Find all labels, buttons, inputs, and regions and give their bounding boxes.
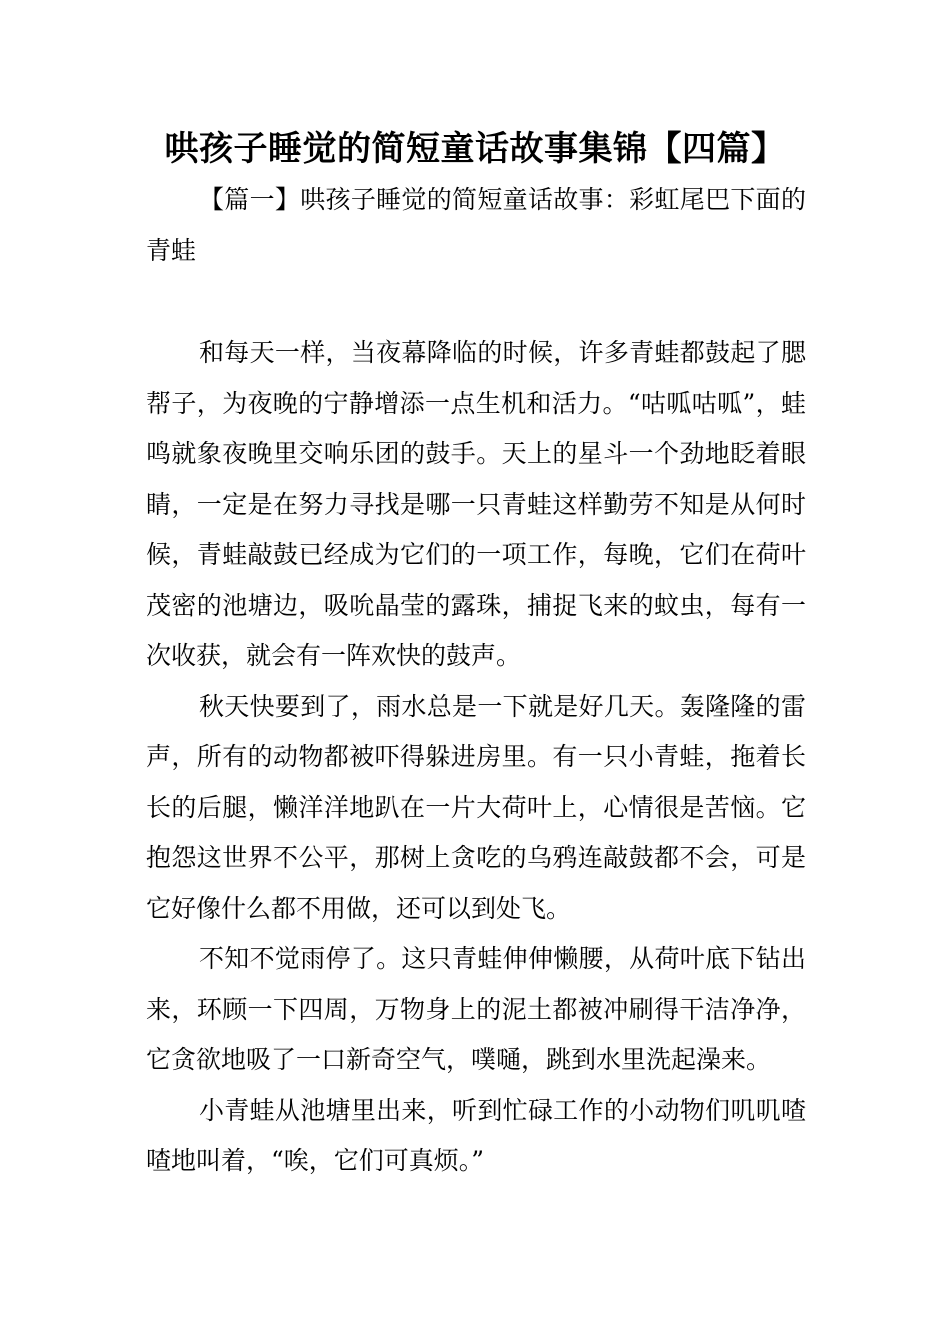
document-body (146, 175, 806, 1187)
paragraph: 秋天快要到了，雨水总是一下就是好几天。轰隆隆的雷声，所有的动物都被吓得躲进房里。有一只小青蛙，拖着长长的后腿，懒洋洋地趴在一片大荷叶上，心情很是苦恼。它抱怨这世界不公平，那树上贪吃的乌鸦连敲鼓都不会，可是它好像什么都不用做，还可以到处飞。 (146, 691, 806, 923)
paragraph: 小青蛙从池塘里出来，听到忙碌工作的小动物们叽叽喳喳地叫着，“唉，它们可真烦。” (146, 1095, 806, 1175)
paragraph: 不知不觉雨停了。这只青蛙伸伸懒腰，从荷叶底下钻出来，环顾一下四周，万物身上的泥土都被冲刷得干洁净净，它贪欲地吸了一口新奇空气，噗嗵，跳到水里洗起澡来。 (146, 944, 806, 1074)
section-heading: 【篇一】哄孩子睡觉的简短童话故事：彩虹尾巴下面的青蛙 (146, 185, 806, 265)
paragraph: 和每天一样，当夜幕降临的时候，许多青蛙都鼓起了腮帮子，为夜晚的宁静增添一点生机和活力。“咕呱咕呱”，蛙鸣就象夜晚里交响乐团的鼓手。天上的星斗一个劲地眨着眼睛，一定是在努力寻找是哪一只青蛙这样勤劳不知是从何时候，青蛙敲鼓已经成为它们的一项工作，每晚，它们在荷叶茂密的池塘边，吸吮晶莹的露珠，捕捉飞来的蚊虫，每有一次收获，就会有一阵欢快的鼓声。 (146, 338, 806, 670)
document-title: 哄孩子睡觉的简短童话故事集锦【四篇】 (164, 129, 786, 169)
